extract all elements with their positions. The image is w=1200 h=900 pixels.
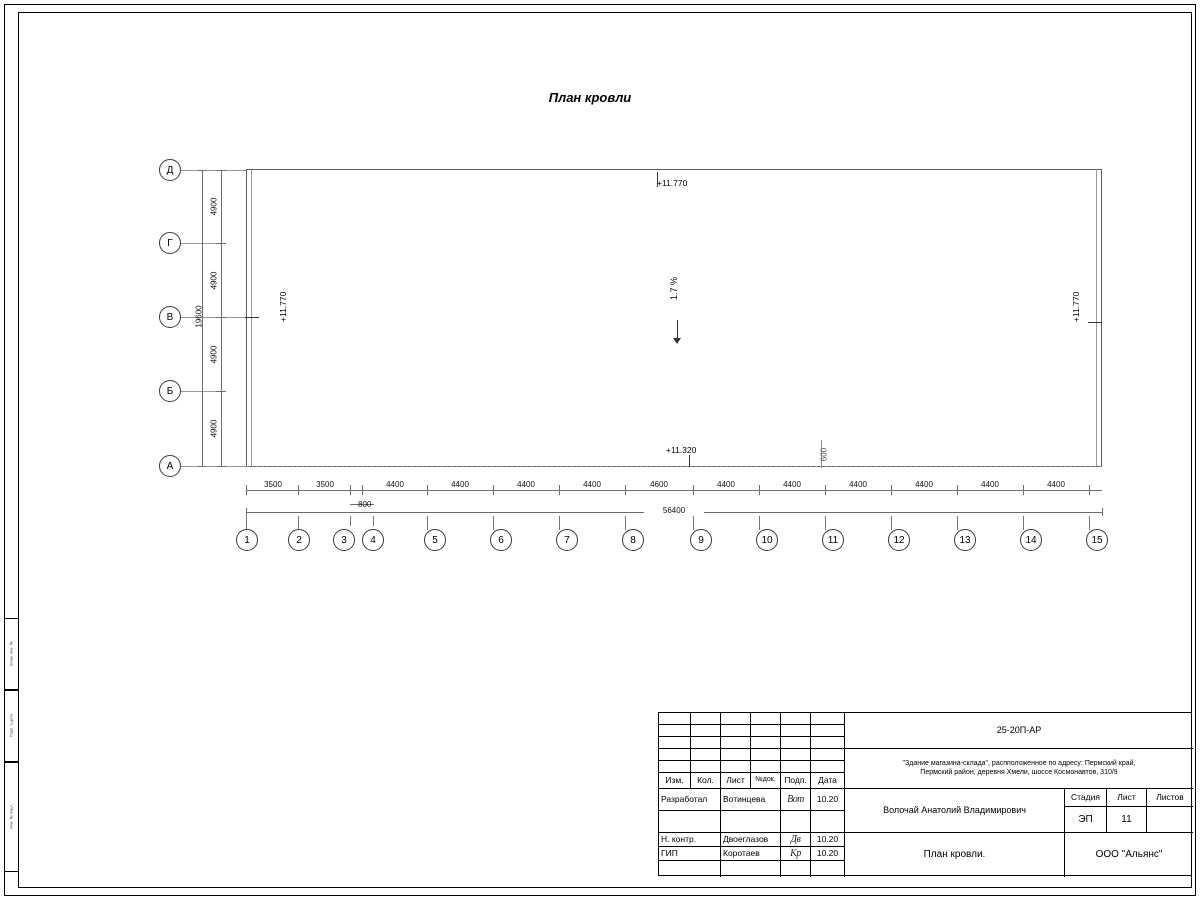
- vdim-tick-3: [216, 391, 226, 392]
- hdim-tick-11: [891, 485, 892, 495]
- axis-bubble-11: 11: [822, 529, 844, 551]
- axis-lead-7: [559, 516, 560, 530]
- stamp-date-blank: [811, 811, 845, 833]
- stamp-doc-code: 25-20П-АР: [845, 713, 1193, 749]
- axis-leader-v: [181, 317, 246, 318]
- stamp-grid-r3c3: [751, 749, 781, 761]
- stamp-grid-r2c3: [751, 737, 781, 749]
- slope-label: 1.7 %: [669, 276, 679, 300]
- hdim-text-5: 4400: [517, 480, 535, 489]
- stamp-grid-r0c4: [781, 713, 811, 725]
- stamp-role-blank: [659, 811, 721, 833]
- stamp-stage-header: Стадия: [1065, 789, 1107, 807]
- stamp-role-1: Н. контр.: [659, 833, 721, 847]
- axis-lead-12: [891, 516, 892, 530]
- vdim-tick-1: [216, 243, 226, 244]
- axis-bubble-12: 12: [888, 529, 910, 551]
- stamp-grid-r1c5: [811, 725, 845, 737]
- hdim-tick-0: [246, 485, 247, 495]
- stamp-grid-r2c2: [721, 737, 751, 749]
- hdim-tick-2: [350, 485, 351, 495]
- stamp-grid-r1c0: [659, 725, 691, 737]
- stamp-grid-r1c1: [691, 725, 721, 737]
- vdim-tick-2: [216, 317, 226, 318]
- axis-lead-8: [625, 516, 626, 530]
- axis-leader-b: [181, 391, 216, 392]
- stamp-name-blank: [721, 811, 781, 833]
- left-margin-box-podp: [4, 690, 19, 762]
- stamp-grid-r4c4: [781, 761, 811, 773]
- stamp-grid-r3c5: [811, 749, 845, 761]
- axis-bubble-14: 14: [1020, 529, 1042, 551]
- stamp-grid-r4c3: [751, 761, 781, 773]
- stamp-customer: Волочай Анатолий Владимирович: [845, 789, 1065, 833]
- hdim-tick-3: [362, 485, 363, 495]
- stamp-header-data: Дата: [811, 773, 845, 789]
- stamp-sign-1: Дв: [781, 833, 811, 847]
- left-margin-box-inv: [4, 762, 19, 872]
- stamp-object-line2: Пермский район, деревня Хмели, шоссе Космонавтов, 310/9: [920, 768, 1118, 776]
- stamp-header-kol: Кол.: [691, 773, 721, 789]
- hdim-total-tick-left: [246, 508, 247, 516]
- stamp-grid-r0c2: [721, 713, 751, 725]
- roof-outline: [246, 169, 1102, 467]
- stamp-grid-r0c0: [659, 713, 691, 725]
- stamp-list-value: 11: [1107, 807, 1147, 833]
- elev-bottom-leader: [689, 455, 690, 467]
- left-margin-label-2: Подп. и дата: [8, 713, 14, 738]
- vdim-total-tick-bot: [198, 466, 206, 467]
- axis-lead-2: [298, 516, 299, 530]
- stamp-grid-r4c1: [691, 761, 721, 773]
- hdim-tick-1: [298, 485, 299, 495]
- stamp-grid-r2c0: [659, 737, 691, 749]
- axis-leader-a: [181, 466, 246, 467]
- hdim-tick-4: [427, 485, 428, 495]
- stamp-list-header: Лист: [1107, 789, 1147, 807]
- hdim-chain-line: [246, 490, 1102, 491]
- hdim-text-10: 4400: [849, 480, 867, 489]
- hdim-text-4: 4400: [451, 480, 469, 489]
- hdim-text-12: 4400: [981, 480, 999, 489]
- hdim-tick-14: [1089, 485, 1090, 495]
- stamp-sign-blank: [781, 811, 811, 833]
- vdim-text-2: 4900: [209, 345, 219, 364]
- stamp-grid-r2c5: [811, 737, 845, 749]
- spur-dim-text: 800: [358, 500, 372, 509]
- axis-lead-11: [825, 516, 826, 530]
- left-margin-label-3: Инв. № подл.: [8, 804, 14, 829]
- hdim-text-3: 4400: [386, 480, 404, 489]
- axis-bubble-g: Г: [159, 232, 181, 254]
- hdim-tick-7: [625, 485, 626, 495]
- roof-parapet-left: [251, 169, 252, 467]
- stamp-date-foot: [811, 861, 845, 877]
- vdim-tick-0: [216, 170, 226, 171]
- axis-leader-d: [181, 170, 246, 171]
- axis-bubble-8: 8: [622, 529, 644, 551]
- elev-right-leader: [1088, 322, 1102, 323]
- hdim-tick-9: [759, 485, 760, 495]
- stamp-date-2: 10.20: [811, 847, 845, 861]
- plan-title: План кровли: [548, 90, 632, 105]
- elev-top-value: +11.770: [657, 178, 688, 188]
- stamp-sign-foot: [781, 861, 811, 877]
- axis-lead-4: [373, 516, 374, 526]
- stamp-grid-r2c1: [691, 737, 721, 749]
- stamp-sign-0: Вот: [781, 789, 811, 811]
- stamp-stage-value: ЭП: [1065, 807, 1107, 833]
- axis-bubble-13: 13: [954, 529, 976, 551]
- axis-bubble-7: 7: [556, 529, 578, 551]
- stamp-grid-r4c5: [811, 761, 845, 773]
- hdim-text-6: 4400: [583, 480, 601, 489]
- axis-lead-1: [246, 516, 247, 530]
- axis-lead-10: [759, 516, 760, 530]
- hdim-total-text: 56400: [644, 506, 704, 515]
- stamp-grid-r3c0: [659, 749, 691, 761]
- hdim-text-0: 3500: [264, 480, 282, 489]
- stamp-grid-r1c4: [781, 725, 811, 737]
- axis-bubble-15: 15: [1086, 529, 1108, 551]
- hdim-tick-8: [693, 485, 694, 495]
- axis-bubble-6: 6: [490, 529, 512, 551]
- stamp-grid-r3c2: [721, 749, 751, 761]
- title-block: [658, 712, 1192, 876]
- axis-bubble-1: 1: [236, 529, 258, 551]
- axis-bubble-v: В: [159, 306, 181, 328]
- axis-bubble-9: 9: [690, 529, 712, 551]
- stamp-sheet-title: План кровли.: [845, 833, 1065, 877]
- vdim-text-0: 4900: [209, 197, 219, 216]
- stamp-grid-r4c0: [659, 761, 691, 773]
- stamp-date-1: 10.20: [811, 833, 845, 847]
- elev-right-value: +11.770: [1071, 291, 1081, 322]
- stamp-grid-r3c1: [691, 749, 721, 761]
- axis-bubble-10: 10: [756, 529, 778, 551]
- roof-overhang-dashed-line: [246, 466, 1102, 467]
- elev-bottom-value: +11.320: [666, 445, 697, 455]
- hdim-text-13: 4400: [1047, 480, 1065, 489]
- axis-lead-6: [493, 516, 494, 530]
- stamp-role-foot: [659, 861, 721, 877]
- vdim-tick-4: [216, 466, 226, 467]
- stamp-name-foot: [721, 861, 781, 877]
- axis-lead-13: [957, 516, 958, 530]
- axis-bubble-b: Б: [159, 380, 181, 402]
- stamp-name-2: Коротаев: [721, 847, 781, 861]
- stamp-sign-2: Кр: [781, 847, 811, 861]
- left-margin-label-1: Взам. инв. №: [8, 641, 14, 666]
- hdim-text-7: 4600: [650, 480, 668, 489]
- stamp-grid-r3c4: [781, 749, 811, 761]
- hdim-tick-10: [825, 485, 826, 495]
- stamp-date-0: 10.20: [811, 789, 845, 811]
- hdim-text-8: 4400: [717, 480, 735, 489]
- axis-leader-g: [181, 243, 216, 244]
- hdim-tick-13: [1023, 485, 1024, 495]
- elev-left-value: +11.770: [278, 291, 288, 322]
- stamp-grid-r0c1: [691, 713, 721, 725]
- vdim-total-text: 19600: [194, 305, 204, 328]
- stamp-grid-r1c3: [751, 725, 781, 737]
- axis-lead-9: [693, 516, 694, 530]
- stamp-listov-value: [1147, 807, 1193, 833]
- stamp-header-list: Лист: [721, 773, 751, 789]
- stamp-name-1: Двоеглазов: [721, 833, 781, 847]
- axis-lead-5: [427, 516, 428, 530]
- hdim-tick-5: [493, 485, 494, 495]
- hdim-text-9: 4400: [783, 480, 801, 489]
- hdim-text-11: 4400: [915, 480, 933, 489]
- stamp-company: ООО "Альянс": [1095, 849, 1163, 861]
- hdim-tick-6: [559, 485, 560, 495]
- hdim-total-tick-right: [1102, 508, 1103, 516]
- vdim-text-1: 4900: [209, 271, 219, 290]
- axis-bubble-3: 3: [333, 529, 355, 551]
- stamp-grid-r4c2: [721, 761, 751, 773]
- overhang-dim-text: 600: [819, 447, 829, 462]
- stamp-object-line1: "Здание магазина-склада", распположенное по адресу: Пермский край,: [902, 760, 1136, 768]
- stamp-grid-r0c5: [811, 713, 845, 725]
- axis-bubble-4: 4: [362, 529, 384, 551]
- roof-parapet-right: [1096, 169, 1097, 467]
- stamp-object: [845, 749, 1193, 789]
- stamp-grid-r0c3: [751, 713, 781, 725]
- hdim-text-1: 3500: [316, 480, 334, 489]
- stamp-header-ndok: №док.: [751, 773, 781, 789]
- axis-lead-3: [350, 516, 351, 526]
- stamp-role-0: Разработал: [659, 789, 721, 811]
- stamp-header-izm: Изм.: [659, 773, 691, 789]
- vdim-total-tick-top: [198, 170, 206, 171]
- vdim-line-inner: [221, 170, 222, 466]
- axis-bubble-d: Д: [159, 159, 181, 181]
- axis-bubble-5: 5: [424, 529, 446, 551]
- axis-bubble-2: 2: [288, 529, 310, 551]
- hdim-tick-12: [957, 485, 958, 495]
- left-margin-box-vzam: [4, 618, 19, 690]
- stamp-grid-r2c4: [781, 737, 811, 749]
- elev-left-leader: [245, 317, 259, 318]
- stamp-role-2: ГИП: [659, 847, 721, 861]
- slope-arrow-head: [673, 338, 681, 344]
- axis-lead-15: [1089, 516, 1090, 530]
- axis-bubble-a: А: [159, 455, 181, 477]
- stamp-listov-header: Листов: [1147, 789, 1193, 807]
- stamp-name-0: Вотинцева: [721, 789, 781, 811]
- stamp-header-podp: Подп.: [781, 773, 811, 789]
- stamp-grid-r1c2: [721, 725, 751, 737]
- vdim-text-3: 4900: [209, 419, 219, 438]
- axis-lead-14: [1023, 516, 1024, 530]
